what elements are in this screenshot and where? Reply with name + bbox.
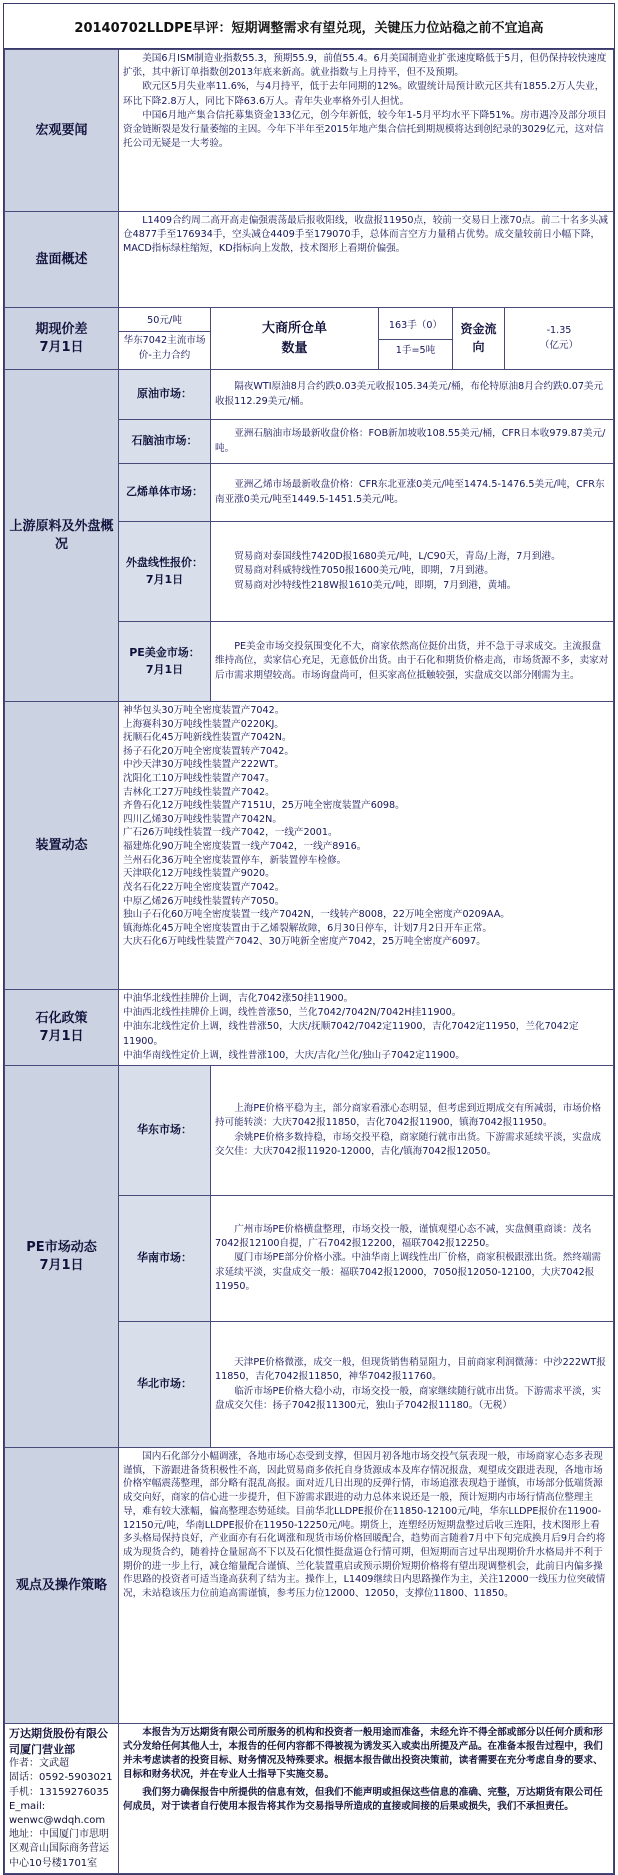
strategy-content bbox=[119, 1448, 614, 1724]
report-table bbox=[4, 49, 614, 1874]
device-item: 天津联化12万吨线性装置产9020。 bbox=[123, 868, 275, 880]
device-item: 齐鲁石化12万吨线性装置产7151U，25万吨全密度装置产6098。 bbox=[123, 800, 405, 812]
device-item: 扬子石化20万吨全密度装置转产7042。 bbox=[123, 745, 294, 757]
upstream-sub: 外盘线性报价： 7月1日 bbox=[119, 522, 211, 622]
macro-para: 美国6月ISM制造业指数55.3，预期55.9，前值55.4。6月美国制造业扩张速度略低于5月，但仍保持较快速度扩张，其中新订单指数创2013年底来新高。就业指数与上月持平，但不及预期。 bbox=[123, 53, 607, 79]
upstream-line: PE美金市场交投氛围变化不大，商家依然高位挺价出货，并不急于寻求成交。主流报盘维持高位，卖家信心充足，无意低价出货。由于石化和期货价格走高，市场货源不多，卖家对后市需求期望较高。市场询盘尚可，但买家高位抵触较强，实盘成交以部分刚需为主。 bbox=[215, 641, 609, 681]
upstream-sub: 原油市场： bbox=[119, 370, 211, 420]
basis-value: 50元/吨 bbox=[147, 315, 182, 327]
upstream-line: 贸易商对沙特线性218W报1610美元/吨，即期，7月到港，黄埔。 bbox=[234, 579, 517, 591]
disclaimer-para: 本报告为万达期货有限公司所服务的机构和投资者一般用途而准备，未经允许不得全部或部分以任何介质和形式分发给任何其他人士，本报告的任何内容都不得被视为诱发买入或卖出所提及产品。在准备本报告过程中，我们并未考虑读者的投资目标、财务情况及特殊要求。根据本报告做出投资决策前，读者需要在充分考虑自身的要求、目标和财务状况，并在专业人士指导下实施交易。 bbox=[123, 1727, 603, 1780]
dce-label: 大商所仓单 数量 bbox=[211, 308, 379, 370]
device-item: 四川乙烯30万吨线性装置产7042N。 bbox=[123, 813, 282, 825]
device-item: 抚顺石化45万吨新线性装置产7042N。 bbox=[123, 732, 292, 744]
dce-cell bbox=[379, 308, 453, 370]
dce-unit: 1手=5吨 bbox=[379, 339, 452, 358]
device-item: 福建炼化90万吨全密度装置一线产7042，一线产8916。 bbox=[123, 841, 367, 853]
pe-content bbox=[211, 1196, 614, 1322]
devices-content bbox=[119, 702, 614, 990]
disclaimer bbox=[119, 1724, 614, 1874]
address: 地址：中国厦门市思明区观音山国际商务营运中心10号楼1701室 bbox=[9, 1829, 109, 1869]
upstream-content bbox=[211, 522, 614, 622]
flow-value: -1.35 （亿元） bbox=[505, 308, 614, 370]
report-title: 20140702LLDPE早评：短期调整需求有望兑现，关键压力位站稳之前不宜追高 bbox=[4, 4, 614, 49]
device-item: 独山子石化60万吨全密度装置一线产7042N，一线转产8008，22万吨全密度产0209AA。 bbox=[123, 909, 510, 921]
email: wenwc@wdqh.com bbox=[9, 1814, 106, 1826]
flow-label: 资金流向 bbox=[453, 308, 505, 370]
pe-para: 广州市场PE价格横盘整理，市场交投一般，谨慎观望心态不减，实盘侧重商谈：茂名7042报12100自提，广石7042报12200，福联7042报12250。 bbox=[215, 1224, 592, 1250]
disclaimer-para: 我们努力确保报告中所提供的信息有效，但我们不能声明或担保这些信息的准确、完整，万达期货有限公司任何成员，对于读者自行使用本报告将其作为交易指导所造成的直接或间接的后果或损失，我们不承担责任。 bbox=[123, 1786, 603, 1812]
device-item: 沈阳化工10万吨线性装置产7047。 bbox=[123, 773, 275, 785]
email-label: E_mail: bbox=[9, 1800, 46, 1812]
upstream-line: 隔夜WTI原油8月合约跌0.03美元收报105.34美元/桶，布伦特原油8月合约跌0.07美元收报112.29美元/桶。 bbox=[215, 381, 604, 407]
strategy-text: 国内石化部分小幅调涨，各地市场心态受到支撑，但因月初各地市场交投气氛表现一般，市场商家心态多表现谨慎，下游跟进备货积极性不高，因此贸易商多依托自身货源成本及库存情况报盘，观望成交跟进表现，各地市场价格窄幅震荡整理，部分略有混乱高报。面对近几日出现的反弹行情，市场追涨表现趋于谨慎，市场部分低端货源成交向好，商家的信心进一步提升，但下游需求跟进的动力总体来说还是一般，预计短期内市场行情高位整理主导，难有较大涨幅，偏高整理态势延续。目前华北LLDPE报价在11850-12100元/吨，华东LLDPE报价在11900-12150元/吨，华南LLDPE报价在11950-12250元/吨。期货上，连塑经历短期盘整过后收三连阳，技术图形上看多头格局保持良好，产业面亦有石化调涨和现货市场价格回暖配合，趋势而言随着7月中下旬完成换月后9月合约将成为现货合约，随着持仓量屈高不下以及石化惯性挺盘逼仓行情可期，但短期而言过早出现期价升水格局并不利于期价的进一步上行，减仓缩量配合谨慎、兰化装置重启或预示期价短期价格将有望出现调整机会，此前日内偏多操作思路的投资者可适当逢高获利了结为主。操作上，L1409继续日内思路操作为主，关注12000一线压力位突破情况，未站稳该压力位前追高需谨慎，参考压力位12000、12050，支撑位11800、11850。 bbox=[123, 1451, 606, 1600]
pe-label: PE市场动态 7月1日 bbox=[5, 1066, 119, 1448]
policy-line: 中油华南线性定价上调，线性普涨100，大庆/吉化/兰化/独山子7042定11900。 bbox=[123, 1049, 465, 1061]
policy-content bbox=[119, 990, 614, 1066]
device-item: 茂名石化22万吨全密度装置产7042。 bbox=[123, 881, 285, 893]
device-item: 兰州石化36万吨全密度装置停车，新装置停车检修。 bbox=[123, 854, 347, 866]
device-item: 中沙天津30万吨线性装置产222WT。 bbox=[123, 759, 284, 771]
upstream-sub: 乙烯单体市场： bbox=[119, 464, 211, 522]
pe-sub: 华南市场： bbox=[119, 1196, 211, 1322]
upstream-line: 亚洲乙烯市场最新收盘价格：CFR东北亚涨0美元/吨至1474.5-1476.5美元/吨，CFR东南亚涨0美元/吨至1449.5-1451.5美元/吨。 bbox=[215, 479, 605, 505]
upstream-content bbox=[211, 370, 614, 420]
phone: 固话：0592-5903021 bbox=[9, 1772, 113, 1784]
overview-label: 盘面概述 bbox=[5, 212, 119, 308]
policy-line: 中油西北线性挂牌价上调，线性普涨50，兰化7042/7042N/7042H挂11900。 bbox=[123, 1007, 462, 1019]
upstream-line: 贸易商对泰国线性7420D报1680美元/吨，L/C90天，青岛/上海，7月到港。 bbox=[234, 551, 561, 563]
basis-desc: 华东7042主流市场价-主力合约 bbox=[119, 331, 210, 362]
macro-content bbox=[119, 50, 614, 212]
basis-label: 期现价差 7月1日 bbox=[5, 308, 119, 370]
pe-para: 厦门市场PE部分价格小涨。中油华南上调线性出厂价格，商家积极跟涨出货。然终端需求延续平淡，实盘成交一般：福联7042报12000，7050报12050-12100，大庆7042报11950。 bbox=[215, 1252, 602, 1292]
devices-label: 装置动态 bbox=[5, 702, 119, 990]
device-item: 上海赛科30万吨线性装置产0220KJ。 bbox=[123, 718, 284, 730]
dce-value: 163手（0） bbox=[388, 319, 443, 331]
pe-para: 天津PE价格微涨，成交一般，但现货销售稍显阻力，目前商家利润微薄：中沙222WT报11850，吉化7042报11850，神华7042报11760。 bbox=[215, 1357, 606, 1383]
upstream-line: 贸易商对科威特线性7050报1600美元/吨，即期，7月到港。 bbox=[234, 565, 494, 577]
pe-content bbox=[211, 1066, 614, 1196]
device-item: 神华包头30万吨全密度装置产7042。 bbox=[123, 705, 285, 716]
pe-para: 余姚PE价格多数持稳，市场交投平稳，商家随行就市出货。下游需求延续平淡，实盘成交欠佳：大庆7042报11920-12000，吉化/镇海7042报12050。 bbox=[215, 1131, 602, 1157]
pe-sub: 华北市场： bbox=[119, 1322, 211, 1448]
device-item: 广石26万吨线性装置一线产7042，一线产2001。 bbox=[123, 827, 338, 839]
device-item: 吉林化工27万吨线性装置产7042。 bbox=[123, 786, 275, 798]
mobile: 手机：13159276035 bbox=[9, 1786, 109, 1798]
device-item: 大庆石化6万吨线性装置产7042、30万吨新全密度产7042，25万吨全密度产6097。 bbox=[123, 936, 486, 948]
upstream-content bbox=[211, 464, 614, 522]
author: 作者：文武超 bbox=[9, 1758, 69, 1770]
pe-para: 临沂市场PE价格大稳小动，市场交投一般，商家继续随行就市出货。下游需求平淡，实盘成交欠佳：扬子7042报11300元，独山子7042报11180。（无税） bbox=[215, 1385, 602, 1411]
upstream-sub: PE美金市场： 7月1日 bbox=[119, 622, 211, 702]
company-name: 万达期货股份有限公司厦门营业部 bbox=[9, 1727, 108, 1756]
pe-content bbox=[211, 1322, 614, 1448]
policy-line: 中油东北线性定价上调，线性普涨50，大庆/抚顺7042/7042定11900，吉化7042定11950，兰化7042定11900。 bbox=[123, 1021, 579, 1047]
report-page bbox=[3, 3, 615, 1875]
policy-line: 中油华北线性挂牌价上调，吉化7042涨50挂11900。 bbox=[123, 993, 354, 1005]
device-item: 镇海炼化45万吨全密度装置由于乙烯裂解故障，6月30日停车，计划7月2日开车正常。 bbox=[123, 922, 492, 934]
basis-cell bbox=[119, 308, 211, 370]
upstream-content bbox=[211, 420, 614, 464]
overview-text: L1409合约周二高开高走偏强震荡最后报收阳线，收盘报11950点，较前一交易日上涨70点。前二十名多头减仓4877手至176934手，空头减仓4409手至179070手，总体而言空方力量稍占优势。成交量较前日小幅下降，MACD指标绿柱缩短，KD指标向上发散，技术图形上看期价偏强。 bbox=[123, 215, 609, 255]
upstream-sub: 石脑油市场： bbox=[119, 420, 211, 464]
upstream-content bbox=[211, 622, 614, 702]
pe-para: 上海PE价格平稳为主，部分商家看涨心态明显，但考虑到近期成交有所减弱，市场价格持可能转淡：大庆7042报11850，吉化7042报11900，镇海7042报11950。 bbox=[215, 1103, 602, 1129]
macro-para: 欧元区5月失业率11.6%，与4月持平，低于去年同期的12%。欧盟统计局预计欧元区共有1855.2万人失业，环比下降2.8万人，同比下降63.6万人。青年失业率格外引人担忧。 bbox=[123, 81, 605, 107]
upstream-line: 亚洲石脑油市场最新收盘价格：FOB新加坡收108.55美元/桶，CFR日本收979.87美元/吨。 bbox=[215, 428, 606, 454]
macro-para: 中国6月地产集合信托募集资金133亿元，创今年新低，较今年1-5月平均水平下降51%。房市遇冷及部分项目资金链断裂是发行量萎缩的主因。今年下半年至2015年地产集合信托到期规模将达到创纪录的3029亿元，这对信托公司无疑是一大考验。 bbox=[123, 109, 607, 150]
pe-sub: 华东市场： bbox=[119, 1066, 211, 1196]
policy-label: 石化政策 7月1日 bbox=[5, 990, 119, 1066]
overview-content bbox=[119, 212, 614, 308]
strategy-label: 观点及操作策略 bbox=[5, 1448, 119, 1724]
upstream-label: 上游原料及外盘概况 bbox=[5, 370, 119, 702]
device-item: 中原乙烯26万吨线性装置转产7050。 bbox=[123, 895, 285, 907]
macro-label: 宏观要闻 bbox=[5, 50, 119, 212]
contact-info bbox=[5, 1724, 119, 1874]
